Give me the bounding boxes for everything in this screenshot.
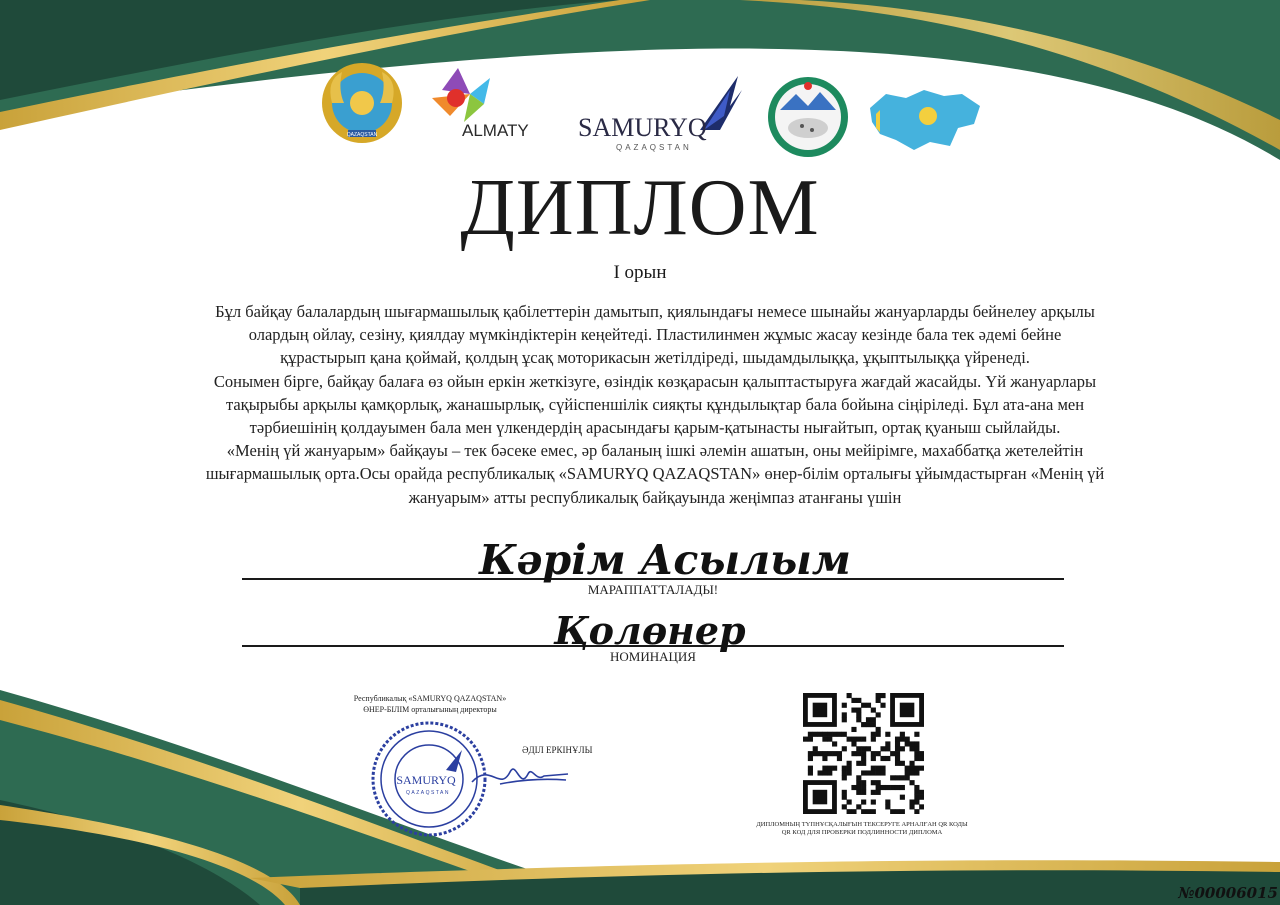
director-org-line: Республикалық «SAMURYQ QAZAQSTAN» bbox=[353, 694, 507, 703]
description-line: Бұл байқау балалардың шығармашылық қабілеттерін дамытып, қиялындағы немесе шынайы жануарларды бейнелеу арқылы bbox=[215, 302, 1095, 321]
nomination-value: Қолөнер bbox=[554, 608, 746, 653]
qr-caption-line: QR КОД ДЛЯ ПРОВЕРКИ ПОДЛИННОСТИ ДИПЛОМА bbox=[781, 829, 943, 836]
description-line: тәрбиешінің қолдауымен бала мен үлкендердің арасындағы қарым-қатынасты нығайтып, ортақ қуаныш сыйлайды. bbox=[249, 418, 1061, 438]
svg-text:SAMURYQ: SAMURYQ bbox=[396, 773, 456, 787]
director-signature-icon bbox=[470, 752, 570, 797]
description-line: жануарым» атты республикалық байқауында жеңімпаз атанғаны үшін bbox=[408, 487, 902, 507]
qr-code-icon bbox=[803, 693, 924, 814]
description-line: олардың ойлау, сезіну, қиялдау мүмкіндіктерін кеңейтеді. Пластилинмен жұмыс жасау кезінде бала тек әдемі бейне bbox=[248, 325, 1062, 345]
qr-caption bbox=[730, 821, 994, 837]
svg-text:QAZAQSTAN: QAZAQSTAN bbox=[346, 132, 378, 138]
kazakhstan-emblem-icon bbox=[320, 60, 404, 146]
svg-text:QAZAQSTAN: QAZAQSTAN bbox=[616, 143, 692, 152]
almaty-city-emblem-icon bbox=[766, 76, 850, 158]
almaty-logo-icon bbox=[428, 64, 550, 142]
svg-text:QAZAQSTAN: QAZAQSTAN bbox=[406, 790, 450, 796]
diploma-title: ДИПЛОМ bbox=[460, 164, 820, 252]
svg-text:SAMURYQ: SAMURYQ bbox=[578, 113, 707, 142]
winner-name: Кәрім Асылым bbox=[479, 536, 851, 584]
diploma-description bbox=[150, 300, 1160, 509]
partner-logos bbox=[0, 60, 1280, 170]
director-name: ӘДІЛ ЕРКІНҰЛЫ bbox=[522, 745, 593, 755]
place-label: I орын bbox=[613, 262, 667, 283]
kazakhstan-map-icon bbox=[866, 84, 984, 154]
awarded-label: МАРАППАТТАЛАДЫ! bbox=[587, 582, 719, 597]
director-title bbox=[290, 694, 570, 715]
serial-number: №00006015 bbox=[1178, 884, 1278, 902]
director-org-line: ӨНЕР-БІЛІМ орталығының директоры bbox=[363, 704, 497, 714]
nomination-label: НОМИНАЦИЯ bbox=[610, 649, 696, 664]
qr-caption-line: ДИПЛОМНЫҢ ТҮПНҰСҚАЛЫҒЫН ТЕКСЕРУГЕ АРНАЛҒАН QR КОДЫ bbox=[756, 821, 968, 828]
description-line: құрастырып қана қоймай, қолдың ұсақ моторикасын жетілдіреді, шыдамдылыққа, ұқыптылыққа үйренеді. bbox=[280, 348, 1030, 368]
samuryq-logo-icon bbox=[570, 68, 750, 158]
description-line: шығармашылық орта.Осы орайда республикалық «SAMURYQ QAZAQSTAN» өнер-білім орталығы ұйымдастырған «Менің үй bbox=[205, 464, 1105, 484]
description-line: тақырыбы арқылы қамқорлық, жанашырлық, сүйіспеншілік сияқты құндылықтар бала бойына сіңіріледі. Бұл ата-ана мен bbox=[225, 394, 1085, 414]
description-line: Сонымен бірге, байқау балаға өз ойын еркін жеткізуге, өзіндік көзқарасын қалыптастыруға жағдай жасайды. Үй жануарлары bbox=[213, 371, 1097, 391]
svg-text:ALMATY: ALMATY bbox=[462, 121, 529, 140]
description-line: «Менің үй жануарым» байқауы – тек бәсеке емес, әр баланың ішкі әлемін ашатын, оны мейірімге, махаббатқа жетелейтін bbox=[226, 441, 1084, 461]
